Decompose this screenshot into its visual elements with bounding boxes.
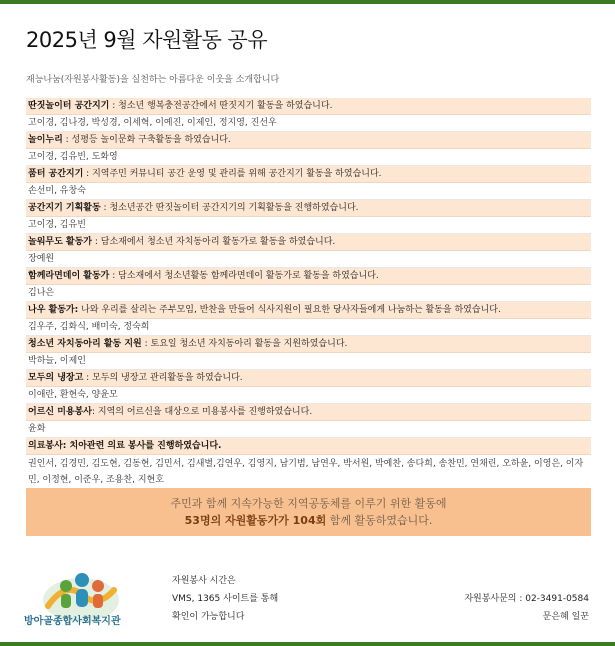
logo-figure-body [61, 594, 71, 608]
activity-volunteers: 윤화 [26, 421, 591, 438]
activity-name: 어르신 미용봉사 [28, 407, 92, 417]
activity-separator: : [92, 407, 98, 417]
activity-name: 품터 공간지기 [28, 169, 84, 179]
page-title: 2025년 9월 자원활동 공유 [26, 28, 268, 52]
activity-volunteers: 장예원 [26, 251, 591, 268]
activity-name: 청소년 자치동아리 활동 지원 [28, 339, 142, 349]
activity-description: 토요일 청소년 자치동아리 활동을 지원하였습니다. [150, 339, 348, 349]
activity-description: 나와 우리를 살리는 주부모임, 반찬을 만들어 식사지원이 필요한 당사자들에게 나눔하는 활동을 하였습니다. [81, 305, 501, 315]
activity-header [26, 438, 591, 455]
activity-volunteers: 권인서, 김경민, 김도현, 김동현, 김민서, 김새별,김연우, 김영지, 남기범, 남연우, 박서원, 박예찬, 송다희, 송찬민, 연채린, 오하윤, 이영은, 이자민, 이정현, 이준우, 조용찬, 지현호 [26, 455, 591, 489]
activity-description: 지역주민 커뮤니티 공간 운영 및 관리를 위해 공간지기 활동을 하였습니다. [92, 169, 382, 179]
activity-description: 성평등 놀이문화 구축활동을 하였습니다. [71, 135, 231, 145]
activity-description: 청소년공간 딴짓놀이터 공간지기의 기획활동을 진행하였습니다. [109, 203, 359, 213]
activity-name: 함께라면데이 활동가 [28, 271, 110, 281]
activity-name: 나우 활동가: [28, 305, 79, 315]
activity-separator: : [83, 373, 93, 383]
volunteer-info-line: VMS, 1365 사이트를 통해 [172, 594, 279, 604]
activity-header [26, 166, 591, 183]
activity-header [26, 268, 591, 285]
activity-separator: : [100, 203, 110, 213]
logo-figure-head [75, 573, 89, 587]
activity-list [26, 98, 591, 489]
activity-name: 공간지기 기획활동 [28, 203, 101, 213]
activity-name: 모두의 냉장고 [28, 373, 84, 383]
activity-volunteers: 고이경, 김나경, 박성경, 이세혁, 이예진, 이제인, 정지영, 진선우 [26, 115, 591, 132]
activity-name: 의료봉사: 치아관련 의료 봉사를 진행하였습니다. [28, 441, 222, 451]
activity-volunteers: 박하늘, 이제인 [26, 353, 591, 370]
activity-name: 딴짓놀이터 공간지기 [28, 101, 110, 111]
activity-header [26, 132, 591, 149]
activity-header [26, 336, 591, 353]
activity-header [26, 98, 591, 115]
volunteer-info-line: 자원봉사 시간은 [172, 576, 236, 586]
activity-separator: : [62, 135, 72, 145]
activity-volunteers: 김나은 [26, 285, 591, 302]
activity-description: 청소년 행복충전공간에서 딴짓지기 활동을 하였습니다. [118, 101, 333, 111]
activity-header [26, 302, 591, 319]
activity-header [26, 370, 591, 387]
activity-description: 담소재에서 청소년 자치동아리 활동가로 활동을 하였습니다. [100, 237, 336, 247]
activity-volunteers: 고이경, 김유빈 [26, 217, 591, 234]
activity-volunteers: 김우주, 김화식, 배미숙, 정숙희 [26, 319, 591, 336]
activity-separator: : [141, 339, 151, 349]
page-subtitle: 재능나눔(자원봉사활동)을 실천하는 아름다운 이웃을 소개합니다 [26, 75, 280, 85]
activity-volunteers: 손선미, 유창숙 [26, 183, 591, 200]
activity-name: 놀이누리 [28, 135, 63, 145]
contact-person: 문은혜 일꾼 [542, 612, 589, 622]
logo-figure-body [93, 594, 103, 608]
bottom-accent-bar [0, 642, 615, 646]
contact-phone: 자원봉사문의 : 02-3491-0584 [464, 594, 589, 604]
summary-line-1: 주민과 함께 지속가능한 지역공동체를 이루기 위한 활동에 [170, 497, 447, 510]
summary-highlight: 53명의 자원활동가가 104회 [184, 514, 327, 527]
activity-volunteers: 이애란, 환현숙, 양윤모 [26, 387, 591, 404]
activity-header [26, 404, 591, 421]
activity-name: 놀워무도 활동가 [28, 237, 92, 247]
activity-separator: : [109, 271, 119, 281]
top-accent-bar [0, 0, 615, 4]
activity-description: 모두의 냉장고 관리활동을 하였습니다. [92, 373, 243, 383]
welfare-center-name: 방아골종합사회복지관 [24, 616, 121, 627]
summary-banner [26, 488, 591, 536]
activity-header [26, 200, 591, 217]
activity-separator: : [92, 237, 101, 247]
summary-line-2-rest: 함께 활동하였습니다. [326, 514, 433, 527]
logo-figure-body [76, 589, 88, 607]
activity-description: 지역의 어르신을 대상으로 미용봉사를 진행하였습니다. [97, 407, 313, 417]
summary-line-2 [26, 512, 591, 529]
activity-volunteers: 고이경, 김유빈, 도화영 [26, 149, 591, 166]
activity-separator: : [109, 101, 119, 111]
activity-header [26, 234, 591, 251]
activity-description: 담소재에서 청소년활동 함께라면데이 활동가로 활동을 하였습니다. [118, 271, 379, 281]
logo-figure-head [92, 580, 104, 592]
logo-figure-head [60, 580, 72, 592]
volunteer-info-line: 확인이 가능합니다 [172, 612, 245, 622]
activity-separator: : [83, 169, 93, 179]
